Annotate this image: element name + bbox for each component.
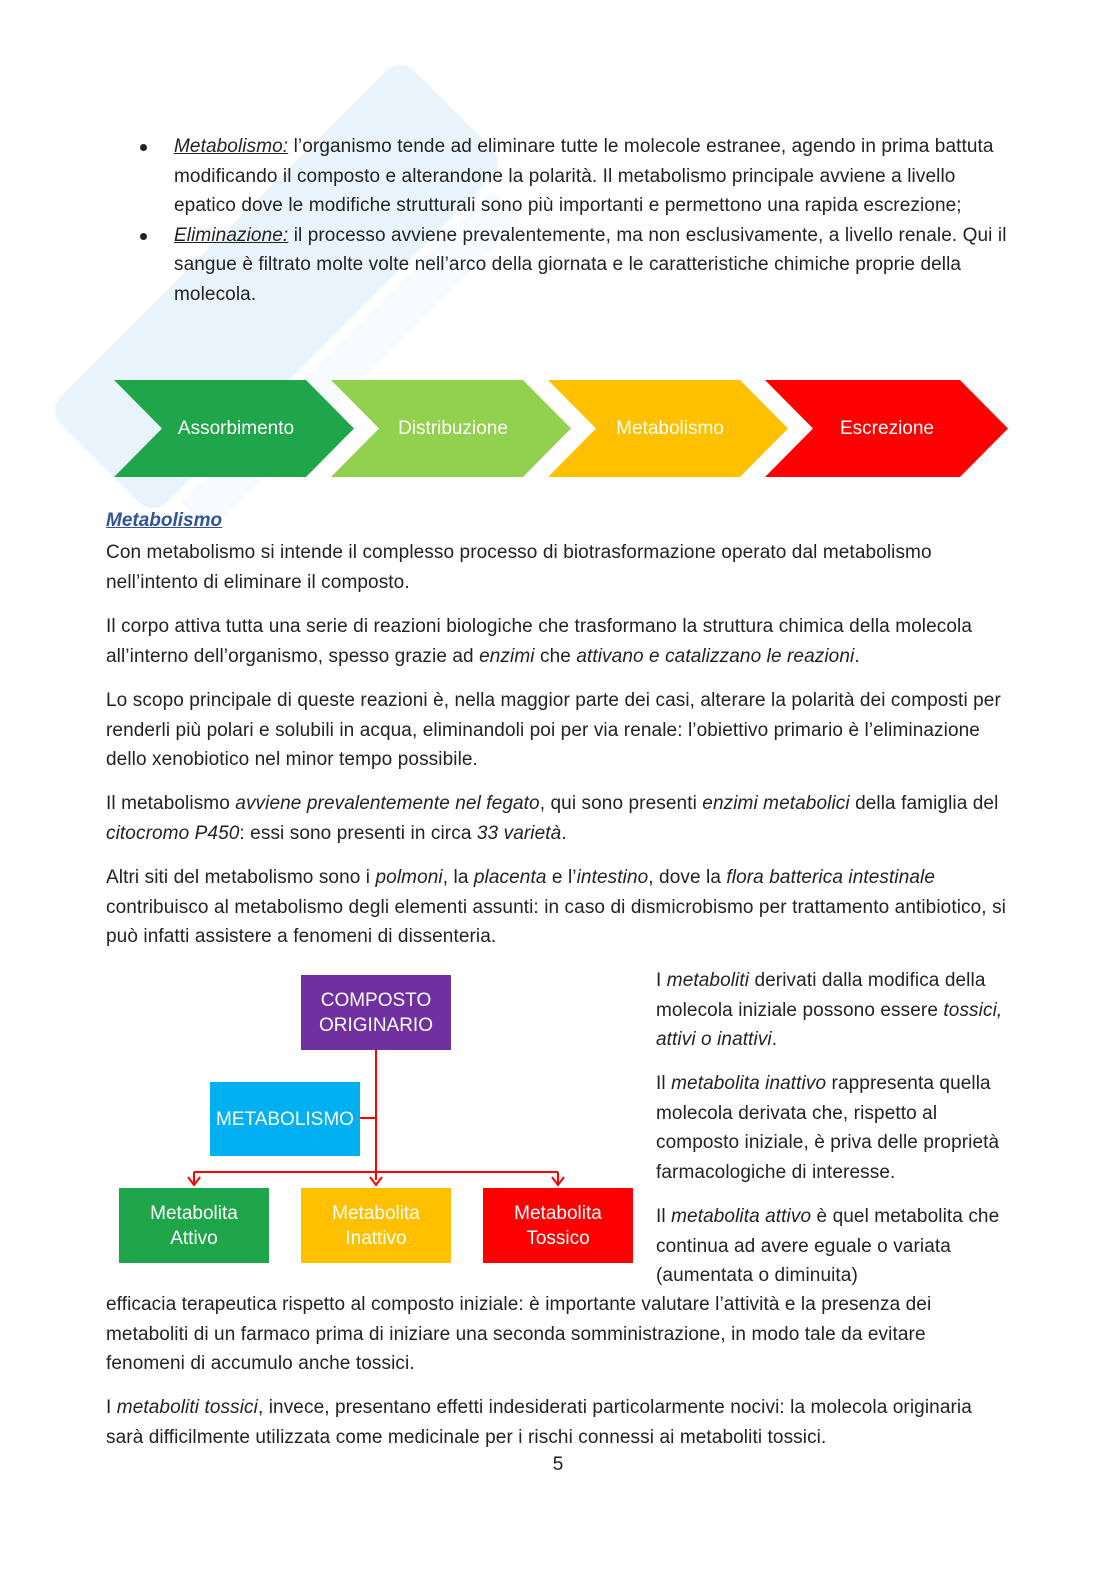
emphasis: citocromo P450 <box>106 822 240 844</box>
paragraph-3: Lo scopo principale di queste reazioni è, nella maggior parte dei casi, alterare la polarità dei composti per renderli più polari e solubili in acqua, eliminandoli poi per via renale: l’obiettivo primario è l’eliminazione dello xenobiotico nel minor tempo possibile. <box>106 690 1001 770</box>
text-run: I <box>106 1397 117 1418</box>
text-run: . <box>854 645 860 667</box>
text-run: Altri siti del metabolismo sono i <box>106 867 376 888</box>
emphasis: metaboliti <box>666 970 750 991</box>
bullet-dot-icon <box>140 144 147 151</box>
text-run: derivati dalla modifica della molecola iniziale possono essere <box>656 970 986 1021</box>
emphasis: 33 varietà <box>476 822 562 844</box>
emphasis: intestino <box>576 867 649 888</box>
emphasis: avviene prevalentemente nel fegato <box>235 793 540 814</box>
text-run: che <box>534 645 577 667</box>
text-run: . <box>561 822 567 844</box>
emphasis: metabolita inattivo <box>671 1073 827 1094</box>
bullet-eliminazione <box>140 221 1020 310</box>
bullet-term: Metabolismo: <box>174 136 289 157</box>
text-run: della famiglia del <box>849 793 999 814</box>
composto-originario-box <box>301 975 451 1050</box>
bullet-list <box>140 132 1020 309</box>
text-run: I <box>656 970 667 991</box>
chevron-label: Distribuzione <box>398 418 508 439</box>
box-line: Metabolita <box>332 1202 420 1224</box>
text-run: , qui sono presenti <box>539 793 703 814</box>
emphasis: metabolita attivo <box>671 1206 812 1227</box>
text-run: Il <box>656 1206 672 1227</box>
text-run: , la <box>442 867 474 888</box>
emphasis: enzimi <box>479 645 535 667</box>
emphasis: tossici, attivi o inattivi <box>656 999 1003 1050</box>
box-line: Tossico <box>526 1227 590 1249</box>
emphasis: enzimi metabolici <box>702 793 850 814</box>
text-run: Il corpo attiva tutta una serie di reazioni biologiche che trasformano la struttura chimica della molecola all’interno dell’organismo, spesso grazie ad <box>106 616 973 667</box>
emphasis: flora batterica intestinale <box>726 867 936 888</box>
paragraph-1: Con metabolismo si intende il complesso processo di biotrasformazione operato dal metabolismo nell’intento di eliminare il composto. <box>106 542 932 593</box>
text-run: : essi sono presenti in circa <box>239 822 477 844</box>
page-number: 5 <box>552 1454 564 1475</box>
text-run: . <box>771 1029 778 1050</box>
text-run: , invece, presentano effetti indesiderati particolarmente nocivi: la molecola originaria sarà difficilmente utilizzata come medicinale per i rischi connessi ai metaboliti tossici. <box>106 1397 972 1448</box>
paragraph-2 <box>106 612 1006 671</box>
box-line: COMPOSTO <box>320 989 432 1011</box>
paragraph-5 <box>106 863 1006 952</box>
bullet-text: il processo avviene prevalentemente, ma non esclusivamente, a livello renale. Qui il sangue è filtrato molte volte nell’arco della giornata e le caratteristiche chimiche proprie della molecola. <box>174 224 1007 305</box>
metabolita-tossico-box <box>483 1188 633 1263</box>
box-line: METABOLISMO <box>216 1108 354 1130</box>
text-run: e l’ <box>546 867 577 888</box>
text-run: rappresenta quella molecola derivata che, rispetto al composto iniziale, è priva delle proprietà farmacologiche di interesse. <box>656 1073 1000 1183</box>
text-run: Il <box>656 1073 672 1094</box>
metabolita-inattivo-box <box>301 1188 451 1263</box>
bullet-term: Eliminazione: <box>174 224 289 246</box>
chevron-label: Metabolismo <box>616 418 724 439</box>
metabolite-diagram <box>110 970 650 1270</box>
box-line: ORIGINARIO <box>318 1014 433 1036</box>
paragraph-7 <box>106 1393 1006 1452</box>
box-line: Attivo <box>170 1227 218 1249</box>
side-paragraph-1 <box>656 966 1016 1055</box>
box-line: Inattivo <box>345 1227 407 1249</box>
emphasis: attivano e catalizzano le reazioni <box>576 645 855 667</box>
text-run: contribuisco al metabolismo degli elementi assunti: in caso di dismicrobismo per trattamento antibiotico, si può infatti assistere a fenomeni di dissenteria. <box>106 896 1006 947</box>
metabolita-attivo-box <box>119 1188 269 1263</box>
metabolismo-box <box>210 1082 360 1156</box>
text-run: è quel metabolita che continua ad avere eguale o variata (aumentata o diminuita) <box>656 1206 1000 1286</box>
bullet-text: l’organismo tende ad eliminare tutte le molecole estranee, agendo in prima battuta modificando il composto e alterandone la polarità. Il metabolismo principale avviene a livello epatico dove le modifiche strutturali sono più importanti e permettono una rapida escrezione; <box>174 136 994 216</box>
paragraph-4 <box>106 789 1006 848</box>
side-paragraph-2 <box>656 1069 1016 1187</box>
bullet-dot-icon <box>140 233 147 240</box>
emphasis: placenta <box>473 867 547 888</box>
process-chevron-diagram <box>114 380 1008 477</box>
text-run: , dove la <box>648 867 727 888</box>
text-run: Il metabolismo <box>106 793 236 814</box>
box-line: Metabolita <box>514 1202 602 1224</box>
chevron-label: Escrezione <box>840 418 934 439</box>
bullet-metabolismo <box>140 132 1020 221</box>
emphasis: metaboliti tossici <box>116 1397 258 1418</box>
emphasis: polmoni <box>375 867 443 888</box>
section-title: Metabolismo <box>106 510 223 531</box>
chevron-label: Assorbimento <box>177 418 295 439</box>
side-paragraph-3 <box>656 1202 1016 1291</box>
box-line: Metabolita <box>150 1202 238 1224</box>
paragraph-6: efficacia terapeutica rispetto al composto iniziale: è importante valutare l’attività e la presenza dei metaboliti di un farmaco prima di iniziare una seconda somministrazione, in modo tale da evitare fenomeni di accumulo anche tossici. <box>106 1294 932 1374</box>
